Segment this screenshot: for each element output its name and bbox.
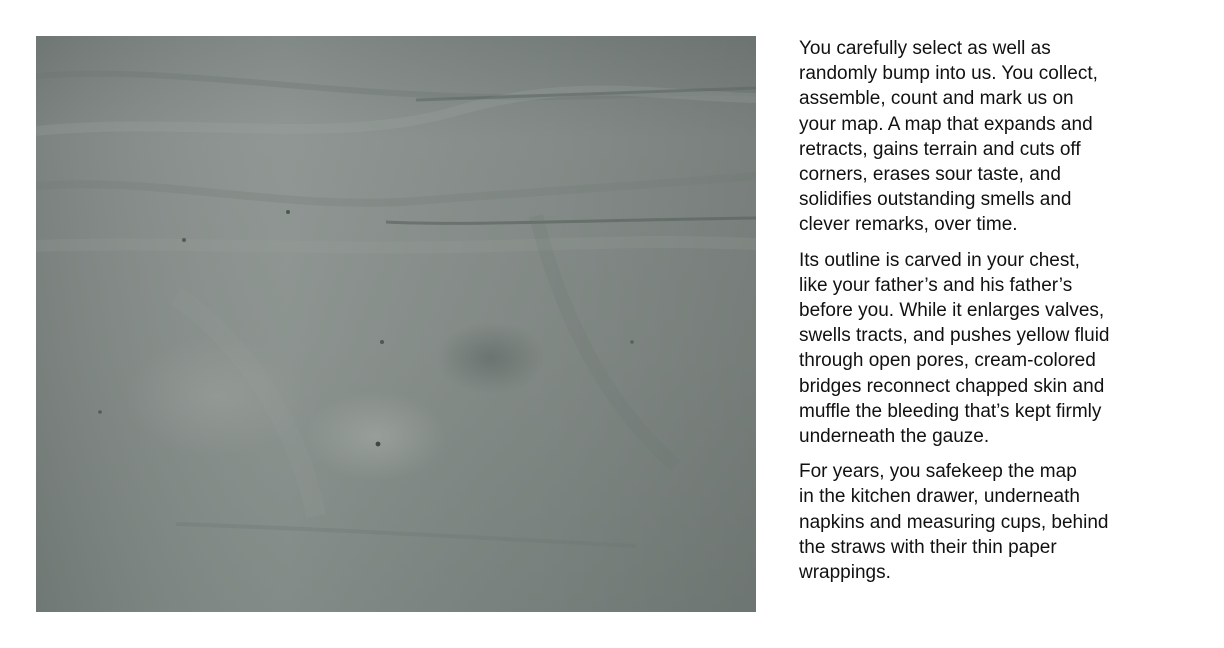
text-line: through open pores, cream-colored — [799, 350, 1096, 372]
text-line: Its outline is carved in your chest, — [799, 249, 1080, 271]
text-line: randomly bump into us. You collect, — [799, 63, 1098, 85]
text-line: clever remarks, over time. — [799, 214, 1018, 236]
paragraph-3 — [799, 459, 1199, 585]
text-line: solidifies outstanding smells and — [799, 189, 1072, 211]
text-line: You carefully select as well as — [799, 38, 1051, 59]
text-line: retracts, gains terrain and cuts off — [799, 138, 1081, 160]
poem-text — [799, 36, 1199, 595]
text-line: wrappings. — [799, 562, 891, 584]
text-line: napkins and measuring cups, behind — [799, 511, 1109, 533]
text-line: underneath the gauze. — [799, 426, 990, 448]
text-line: in the kitchen drawer, underneath — [799, 486, 1080, 508]
text-line: your map. A map that expands and — [799, 113, 1093, 135]
text-line: like your father’s and his father’s — [799, 274, 1073, 296]
text-line: before you. While it enlarges valves, — [799, 300, 1105, 322]
paragraph-2 — [799, 248, 1199, 450]
text-line: the straws with their thin paper — [799, 536, 1057, 558]
text-line: bridges reconnect chapped skin and — [799, 375, 1105, 397]
text-line: swells tracts, and pushes yellow fluid — [799, 325, 1110, 347]
text-line: corners, erases sour taste, and — [799, 164, 1061, 186]
text-line: For years, you safekeep the map — [799, 461, 1077, 483]
text-line: muffle the bleeding that’s kept firmly — [799, 400, 1102, 422]
text-line: assemble, count and mark us on — [799, 88, 1074, 110]
paragraph-1 — [799, 36, 1199, 238]
fabric-photo — [36, 36, 756, 612]
